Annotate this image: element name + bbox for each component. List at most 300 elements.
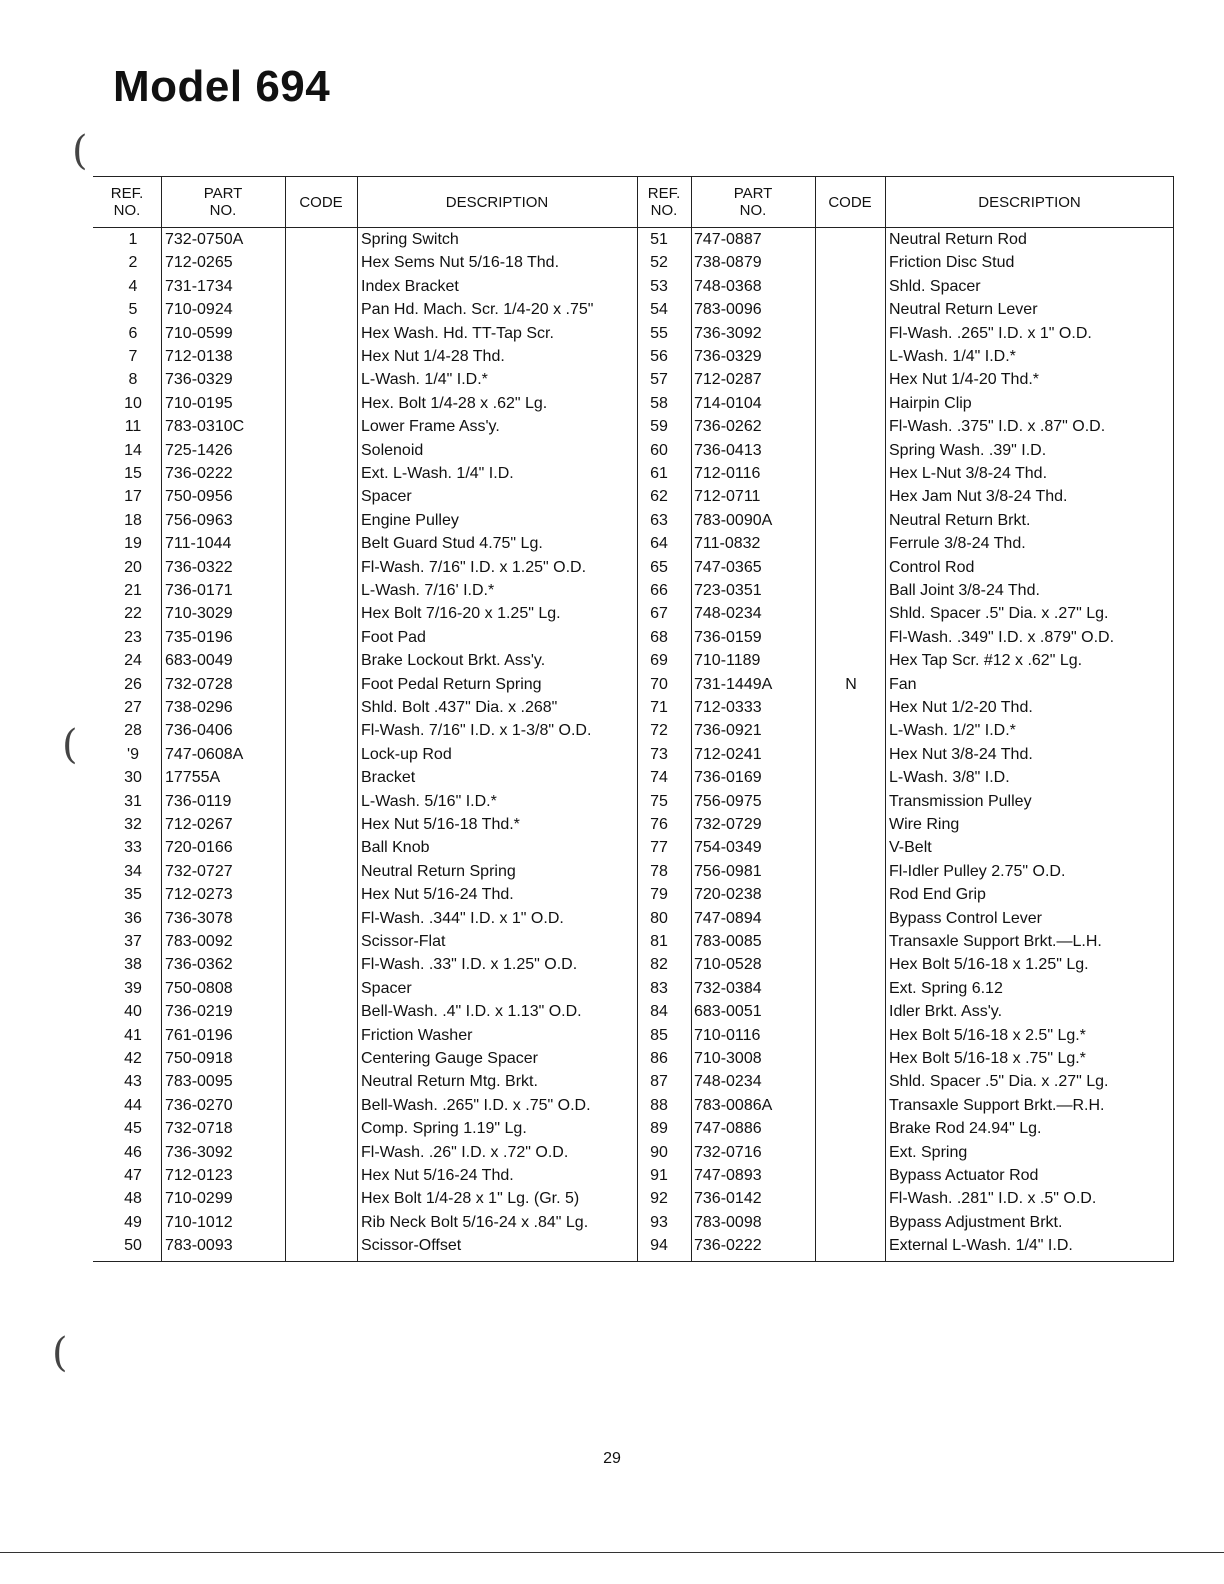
- ref-cell: 51: [650, 231, 668, 248]
- ref-cell: 44: [124, 1096, 142, 1114]
- part-no-cell: 783-0093: [165, 1237, 233, 1255]
- table-row: [93, 228, 1174, 251]
- description-cell: Fl-Idler Pulley 2.75" O.D.: [889, 862, 1066, 880]
- part-no-cell: 732-0718: [165, 1120, 233, 1138]
- table-row: [93, 719, 1174, 742]
- description-cell: L-Wash. 1/4" I.D.*: [889, 348, 1016, 365]
- ref-cell: 15: [124, 465, 142, 482]
- ref-cell: 84: [650, 1003, 668, 1021]
- description-cell: Belt Guard Stud 4.75" Lg.: [361, 535, 543, 553]
- description-cell: Hex Nut 5/16-24 Thd.: [361, 886, 514, 904]
- ref-cell: 22: [124, 605, 142, 623]
- table-row: [93, 836, 1174, 859]
- ref-cell: 8: [128, 371, 138, 389]
- ref-cell: 91: [650, 1167, 668, 1184]
- part-no-cell: 710-0299: [165, 1190, 233, 1208]
- ref-cell: 77: [650, 839, 668, 857]
- description-cell: Bell-Wash. .4" I.D. x 1.13" O.D.: [361, 1003, 582, 1021]
- part-no-cell: 710-1189: [694, 652, 761, 670]
- ref-cell: 50: [124, 1237, 142, 1255]
- ref-cell: 58: [650, 394, 668, 412]
- description-cell: Lock-up Rod: [361, 745, 452, 763]
- part-no-cell: 761-0196: [165, 1026, 233, 1044]
- table-row: [93, 322, 1174, 345]
- part-no-cell: 783-0086A: [694, 1096, 773, 1114]
- ref-cell: 14: [124, 441, 142, 459]
- part-no-cell: 712-0711: [694, 488, 761, 506]
- part-no-cell: 736-0119: [165, 792, 232, 810]
- part-no-cell: 732-0384: [694, 979, 762, 997]
- part-no-cell: 736-0262: [694, 418, 762, 436]
- description-cell: Centering Gauge Spacer: [361, 1050, 538, 1067]
- part-no-cell: 748-0234: [694, 1073, 762, 1091]
- part-no-cell: 714-0104: [694, 394, 762, 412]
- code-cell: N: [845, 675, 857, 693]
- header-description: DESCRIPTION: [445, 193, 549, 211]
- description-cell: Fl-Wash. .265" I.D. x 1" O.D.: [889, 324, 1092, 342]
- table-row: [93, 1211, 1174, 1234]
- description-cell: Fl-Wash. .349" I.D. x .879" O.D.: [889, 628, 1115, 646]
- part-no-cell: 710-3008: [694, 1050, 762, 1067]
- description-cell: Hex Nut 1/4-20 Thd.*: [889, 371, 1040, 389]
- ref-cell: 65: [650, 558, 668, 576]
- ref-cell: 32: [124, 816, 142, 833]
- part-no-cell: 732-0750A: [165, 231, 244, 248]
- table-row: [93, 345, 1174, 368]
- table-row: [93, 602, 1174, 625]
- ref-cell: 61: [650, 465, 668, 482]
- description-cell: Fl-Wash. .26" I.D. x .72" O.D.: [361, 1143, 569, 1161]
- ref-cell: 80: [650, 909, 668, 927]
- part-no-cell: 756-0981: [694, 862, 762, 880]
- table-row: [93, 649, 1174, 672]
- description-cell: Neutral Return Lever: [889, 301, 1038, 319]
- ref-cell: 83: [650, 979, 668, 997]
- part-no-cell: 736-0159: [694, 628, 762, 646]
- table-row: [93, 392, 1174, 415]
- part-no-cell: 747-0893: [694, 1167, 762, 1184]
- ref-cell: 55: [650, 324, 668, 342]
- description-cell: Hex Nut 5/16-24 Thd.: [361, 1167, 514, 1184]
- part-no-cell: 732-0729: [694, 816, 762, 833]
- description-cell: Hex Jam Nut 3/8-24 Thd.: [889, 488, 1068, 506]
- description-cell: Bell-Wash. .265" I.D. x .75" O.D.: [361, 1096, 591, 1114]
- header-code: CODE: [299, 193, 343, 211]
- ref-cell: 60: [650, 441, 668, 459]
- table-row: [93, 485, 1174, 508]
- ref-cell: 48: [124, 1190, 142, 1208]
- part-no-cell: 732-0727: [165, 862, 233, 880]
- ref-cell: 56: [650, 348, 668, 365]
- table-row: [93, 977, 1174, 1000]
- ref-cell: 5: [128, 301, 138, 319]
- part-no-cell: 754-0349: [694, 839, 762, 857]
- parts-table: [93, 176, 1174, 1262]
- table-row: [93, 953, 1174, 976]
- ref-cell: 63: [650, 511, 668, 529]
- description-cell: Fan: [889, 675, 917, 693]
- description-cell: Rib Neck Bolt 5/16-24 x .84" Lg.: [361, 1213, 589, 1231]
- part-no-cell: 710-0924: [165, 301, 233, 319]
- ref-cell: 69: [650, 652, 668, 670]
- part-no-cell: 756-0963: [165, 511, 233, 529]
- ref-cell: 11: [124, 418, 142, 436]
- part-no-cell: 720-0238: [694, 886, 762, 904]
- description-cell: Hex Sems Nut 5/16-18 Thd.: [361, 254, 560, 272]
- table-row: [93, 532, 1174, 555]
- part-no-cell: 747-0886: [694, 1120, 762, 1138]
- description-cell: Hex Nut 1/4-28 Thd.: [361, 348, 505, 365]
- ref-cell: 76: [650, 816, 668, 833]
- description-cell: L-Wash. 5/16" I.D.*: [361, 792, 497, 810]
- ref-cell: 66: [650, 582, 668, 599]
- description-cell: Scissor-Offset: [361, 1237, 462, 1255]
- header-ref-no: REF. NO.: [110, 185, 144, 219]
- ref-cell: 94: [650, 1237, 668, 1255]
- ref-cell: 57: [650, 371, 668, 389]
- description-cell: Hex Bolt 5/16-18 x 1.25" Lg.: [889, 956, 1089, 974]
- description-cell: Hex Bolt 5/16-18 x .75" Lg.*: [889, 1050, 1086, 1067]
- description-cell: Bypass Actuator Rod: [889, 1167, 1039, 1184]
- part-no-cell: 736-3078: [165, 909, 233, 927]
- description-cell: Foot Pad: [361, 628, 426, 646]
- table-row: [93, 1070, 1174, 1093]
- part-no-cell: 756-0975: [694, 792, 762, 810]
- ref-cell: 24: [124, 652, 142, 670]
- description-cell: Brake Lockout Brkt. Ass'y.: [361, 652, 546, 670]
- description-cell: External L-Wash. 1/4" I.D.: [889, 1237, 1073, 1255]
- description-cell: L-Wash. 7/16' I.D.*: [361, 582, 495, 599]
- part-no-cell: 683-0049: [165, 652, 233, 670]
- description-cell: Fl-Wash. .344" I.D. x 1" O.D.: [361, 909, 564, 927]
- description-cell: Rod End Grip: [889, 886, 986, 904]
- description-cell: Index Bracket: [361, 277, 459, 295]
- description-cell: Neutral Return Rod: [889, 231, 1027, 248]
- table-row: [93, 298, 1174, 321]
- part-no-cell: 720-0166: [165, 839, 233, 857]
- ref-cell: 54: [650, 301, 668, 319]
- ref-cell: 26: [124, 675, 142, 693]
- description-cell: Neutral Return Mtg. Brkt.: [361, 1073, 538, 1091]
- part-no-cell: 736-3092: [694, 324, 762, 342]
- description-cell: Control Rod: [889, 558, 975, 576]
- description-cell: L-Wash. 1/2" I.D.*: [889, 722, 1016, 740]
- table-row: [93, 368, 1174, 391]
- description-cell: Engine Pulley: [361, 511, 459, 529]
- ref-cell: 6: [128, 324, 138, 342]
- table-row: [93, 556, 1174, 579]
- description-cell: Ext. L-Wash. 1/4" I.D.: [361, 465, 514, 482]
- description-cell: Hex Nut 1/2-20 Thd.: [889, 699, 1033, 716]
- description-cell: Ferrule 3/8-24 Thd.: [889, 535, 1026, 553]
- description-cell: Shld. Spacer: [889, 277, 981, 295]
- description-cell: Fl-Wash. 7/16" I.D. x 1-3/8" O.D.: [361, 722, 592, 740]
- ref-cell: 30: [124, 769, 142, 787]
- description-cell: L-Wash. 3/8" I.D.: [889, 769, 1010, 787]
- header-ref-no: REF. NO.: [647, 185, 681, 219]
- page-title: Model 694: [113, 62, 331, 111]
- table-row: [93, 1141, 1174, 1164]
- table-row: [93, 790, 1174, 813]
- part-no-cell: 747-0887: [694, 231, 762, 248]
- part-no-cell: 736-0219: [165, 1003, 233, 1021]
- description-cell: Friction Washer: [361, 1026, 473, 1044]
- ref-cell: 75: [650, 792, 668, 810]
- ref-cell: 42: [124, 1050, 142, 1067]
- binder-hole-mark: (: [52, 1330, 68, 1376]
- description-cell: Fl-Wash. 7/16" I.D. x 1.25" O.D.: [361, 558, 587, 576]
- ref-cell: 36: [124, 909, 142, 927]
- part-no-cell: 736-0406: [165, 722, 233, 740]
- table-row: [93, 1164, 1174, 1187]
- ref-cell: 41: [124, 1026, 142, 1044]
- part-no-cell: 750-0808: [165, 979, 233, 997]
- part-no-cell: 732-0728: [165, 675, 233, 693]
- part-no-cell: 712-0273: [165, 886, 233, 904]
- table-row: [93, 696, 1174, 719]
- part-no-cell: 735-0196: [165, 628, 233, 646]
- description-cell: Ext. Spring: [889, 1143, 968, 1161]
- ref-cell: 92: [650, 1190, 668, 1208]
- description-cell: Fl-Wash. .375" I.D. x .87" O.D.: [889, 418, 1106, 436]
- ref-cell: 49: [124, 1213, 142, 1231]
- ref-cell: 40: [124, 1003, 142, 1021]
- ref-cell: 85: [650, 1026, 668, 1044]
- part-no-cell: 712-0138: [165, 348, 233, 365]
- part-no-cell: 783-0085: [694, 933, 762, 950]
- part-no-cell: 748-0234: [694, 605, 762, 623]
- ref-cell: 89: [650, 1120, 668, 1138]
- table-row: [93, 883, 1174, 906]
- ref-cell: 31: [124, 792, 142, 810]
- description-cell: Comp. Spring 1.19" Lg.: [361, 1120, 527, 1138]
- part-no-cell: 783-0310C: [165, 418, 245, 436]
- ref-cell: 38: [124, 956, 142, 974]
- part-no-cell: 748-0368: [694, 277, 762, 295]
- part-no-cell: 710-0116: [694, 1026, 761, 1044]
- part-no-cell: 783-0095: [165, 1073, 233, 1091]
- ref-cell: 71: [650, 699, 668, 716]
- header-description: DESCRIPTION: [978, 193, 1081, 211]
- ref-cell: 72: [650, 722, 668, 740]
- description-cell: Solenoid: [361, 441, 424, 459]
- table-row: [93, 907, 1174, 930]
- part-no-cell: 710-0195: [165, 394, 233, 412]
- ref-cell: 93: [650, 1213, 668, 1231]
- ref-cell: 35: [124, 886, 142, 904]
- ref-cell: 10: [124, 394, 142, 412]
- ref-cell: 79: [650, 886, 668, 904]
- table-row: [93, 766, 1174, 789]
- ref-cell: 52: [650, 254, 668, 272]
- part-no-cell: 783-0090A: [694, 511, 773, 529]
- description-cell: Hex L-Nut 3/8-24 Thd.: [889, 465, 1048, 482]
- ref-cell: 86: [650, 1050, 668, 1067]
- table-row: [93, 275, 1174, 298]
- description-cell: Fl-Wash. .33" I.D. x 1.25" O.D.: [361, 956, 578, 974]
- ref-cell: 59: [650, 418, 668, 436]
- description-cell: Neutral Return Brkt.: [889, 511, 1031, 529]
- part-no-cell: 710-3029: [165, 605, 233, 623]
- ref-cell: 46: [124, 1143, 142, 1161]
- description-cell: Ball Knob: [361, 839, 430, 857]
- description-cell: Bypass Control Lever: [889, 909, 1042, 927]
- table-row: [93, 415, 1174, 438]
- part-no-cell: 736-0171: [165, 582, 233, 599]
- part-no-cell: 736-0921: [694, 722, 762, 740]
- description-cell: Hex Nut 5/16-18 Thd.*: [361, 816, 520, 833]
- part-no-cell: 736-0362: [165, 956, 233, 974]
- table-row: [93, 1024, 1174, 1047]
- description-cell: Shld. Bolt .437" Dia. x .268": [361, 699, 558, 716]
- part-no-cell: 747-0608A: [165, 745, 244, 763]
- ref-cell: 73: [650, 745, 668, 763]
- table-row: [93, 1234, 1174, 1257]
- part-no-cell: 736-0222: [165, 465, 233, 482]
- table-row: [93, 743, 1174, 766]
- description-cell: Transaxle Support Brkt.—L.H.: [889, 933, 1102, 950]
- ref-cell: 23: [124, 628, 142, 646]
- table-row: [93, 1094, 1174, 1117]
- ref-cell: 27: [124, 699, 142, 716]
- part-no-cell: 736-0169: [694, 769, 762, 787]
- description-cell: Friction Disc Stud: [889, 254, 1015, 272]
- header-part-no: PART NO.: [203, 185, 243, 219]
- ref-cell: 70: [650, 675, 668, 693]
- part-no-cell: 712-0333: [694, 699, 762, 716]
- ref-cell: 21: [124, 582, 142, 599]
- table-row: [93, 1000, 1174, 1023]
- ref-cell: 68: [650, 628, 668, 646]
- part-no-cell: 711-0832: [694, 535, 761, 553]
- table-row: [93, 579, 1174, 602]
- ref-cell: '9: [127, 745, 139, 763]
- description-cell: Hairpin Clip: [889, 394, 972, 412]
- description-cell: Idler Brkt. Ass'y.: [889, 1003, 1003, 1021]
- ref-cell: 47: [124, 1167, 142, 1184]
- part-no-cell: 736-0322: [165, 558, 233, 576]
- ref-cell: 62: [650, 488, 668, 506]
- part-no-cell: 736-0270: [165, 1096, 233, 1114]
- part-no-cell: 731-1449A: [694, 675, 773, 693]
- binder-hole-mark: (: [72, 128, 88, 174]
- part-no-cell: 711-1044: [165, 535, 232, 553]
- description-cell: Spacer: [361, 488, 412, 506]
- ref-cell: 18: [124, 511, 142, 529]
- ref-cell: 88: [650, 1096, 668, 1114]
- part-no-cell: 736-0222: [694, 1237, 762, 1255]
- part-no-cell: 783-0098: [694, 1213, 762, 1231]
- part-no-cell: 736-0329: [165, 371, 233, 389]
- part-no-cell: 725-1426: [165, 441, 233, 459]
- description-cell: Transaxle Support Brkt.—R.H.: [889, 1096, 1105, 1114]
- part-no-cell: 783-0096: [694, 301, 762, 319]
- ref-cell: 34: [124, 862, 142, 880]
- table-row: [93, 626, 1174, 649]
- ref-cell: 7: [128, 348, 138, 365]
- part-no-cell: 750-0918: [165, 1050, 233, 1067]
- description-cell: Hex Nut 3/8-24 Thd.: [889, 745, 1033, 763]
- description-cell: Scissor-Flat: [361, 933, 446, 950]
- part-no-cell: 712-0116: [694, 465, 761, 482]
- part-no-cell: 17755A: [165, 769, 221, 787]
- part-no-cell: 736-3092: [165, 1143, 233, 1161]
- description-cell: Ext. Spring 6.12: [889, 979, 1003, 997]
- table-row: [93, 860, 1174, 883]
- description-cell: Hex. Bolt 1/4-28 x .62" Lg.: [361, 394, 548, 412]
- part-no-cell: 710-1012: [165, 1213, 233, 1231]
- ref-cell: 53: [650, 277, 668, 295]
- ref-cell: 90: [650, 1143, 668, 1161]
- table-row: [93, 439, 1174, 462]
- ref-cell: 19: [124, 535, 142, 553]
- header-part-no: PART NO.: [733, 185, 773, 219]
- ref-cell: 43: [124, 1073, 142, 1091]
- part-no-cell: 736-0413: [694, 441, 762, 459]
- description-cell: Fl-Wash. .281" I.D. x .5" O.D.: [889, 1190, 1097, 1208]
- description-cell: Spring Wash. .39" I.D.: [889, 441, 1047, 459]
- description-cell: Hex Bolt 5/16-18 x 2.5" Lg.*: [889, 1026, 1086, 1044]
- description-cell: Shld. Spacer .5" Dia. x .27" Lg.: [889, 1073, 1109, 1091]
- table-row: [93, 930, 1174, 953]
- description-cell: Hex Bolt 1/4-28 x 1" Lg. (Gr. 5): [361, 1190, 580, 1208]
- part-no-cell: 712-0123: [165, 1167, 233, 1184]
- description-cell: Foot Pedal Return Spring: [361, 675, 542, 693]
- ref-cell: 2: [128, 254, 138, 272]
- description-cell: Hex Bolt 7/16-20 x 1.25" Lg.: [361, 605, 561, 623]
- header-code: CODE: [828, 193, 872, 211]
- table-row: [93, 1047, 1174, 1070]
- part-no-cell: 731-1734: [165, 277, 233, 295]
- part-no-cell: 736-0329: [694, 348, 762, 365]
- part-no-cell: 736-0142: [694, 1190, 762, 1208]
- ref-cell: 64: [650, 535, 668, 553]
- description-cell: V-Belt: [889, 839, 932, 857]
- part-no-cell: 747-0894: [694, 909, 762, 927]
- ref-cell: 45: [124, 1120, 142, 1138]
- ref-cell: 33: [124, 839, 142, 857]
- part-no-cell: 712-0267: [165, 816, 233, 833]
- description-cell: Hex Wash. Hd. TT-Tap Scr.: [361, 324, 554, 342]
- description-cell: Lower Frame Ass'y.: [361, 418, 500, 436]
- ref-cell: 87: [650, 1073, 668, 1091]
- part-no-cell: 712-0287: [694, 371, 762, 389]
- ref-cell: 82: [650, 956, 668, 974]
- description-cell: Hex Tap Scr. #12 x .62" Lg.: [889, 652, 1083, 670]
- part-no-cell: 712-0241: [694, 745, 762, 763]
- description-cell: Bypass Adjustment Brkt.: [889, 1213, 1063, 1231]
- table-row: [93, 673, 1174, 696]
- table-row: [93, 251, 1174, 274]
- description-cell: Ball Joint 3/8-24 Thd.: [889, 582, 1040, 599]
- description-cell: Pan Hd. Mach. Scr. 1/4-20 x .75": [361, 301, 594, 319]
- part-no-cell: 738-0879: [694, 254, 762, 272]
- description-cell: Spring Switch: [361, 231, 459, 248]
- description-cell: Brake Rod 24.94" Lg.: [889, 1120, 1042, 1138]
- part-no-cell: 732-0716: [694, 1143, 762, 1161]
- binder-hole-mark: (: [62, 722, 78, 768]
- ref-cell: 67: [650, 605, 668, 623]
- table-row: [93, 462, 1174, 485]
- part-no-cell: 747-0365: [694, 558, 762, 576]
- description-cell: Neutral Return Spring: [361, 862, 516, 880]
- bottom-rule: [0, 1552, 1224, 1553]
- table-row: [93, 813, 1174, 836]
- ref-cell: 17: [124, 488, 142, 506]
- ref-cell: 74: [650, 769, 668, 787]
- description-cell: Wire Ring: [889, 816, 960, 833]
- table-row: [93, 1187, 1174, 1210]
